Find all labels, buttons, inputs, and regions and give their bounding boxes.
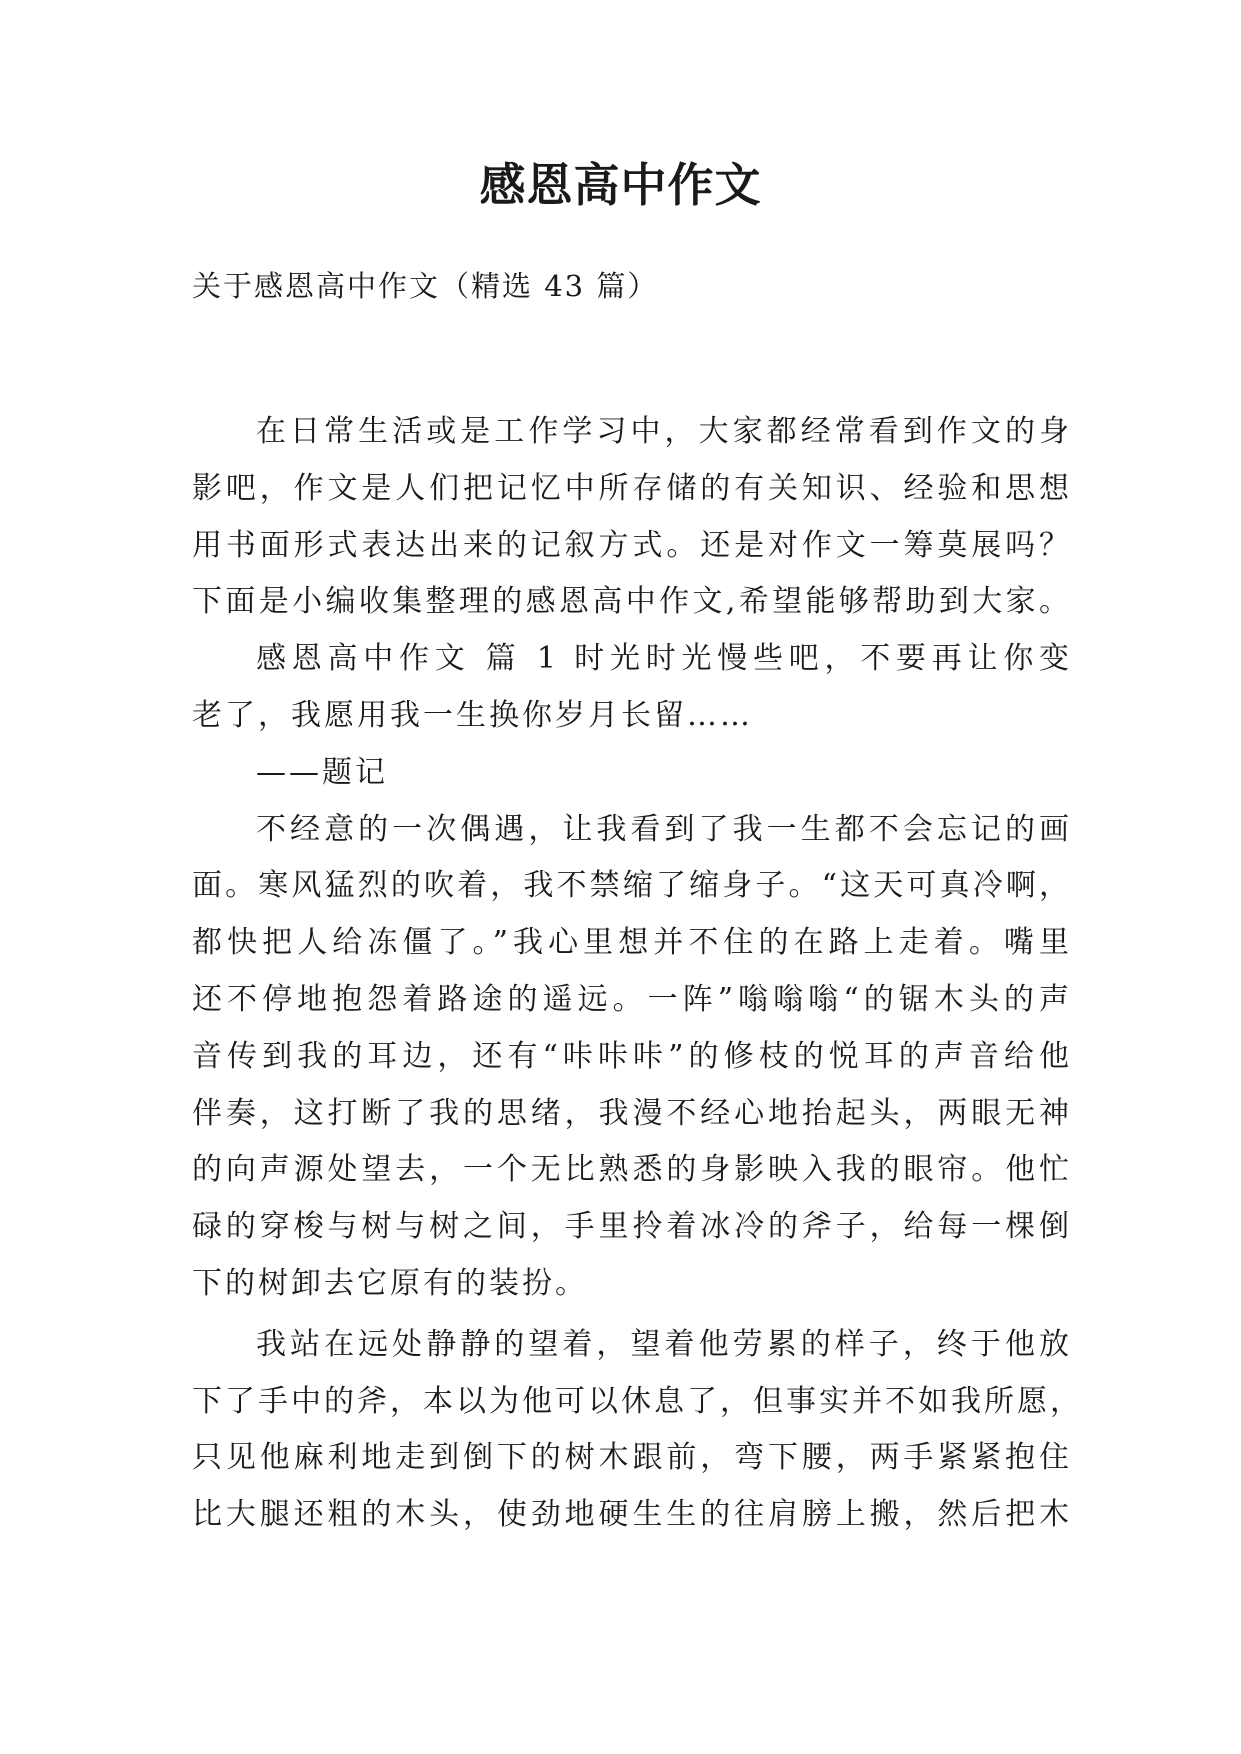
epigraph-note: ——题记 xyxy=(256,754,388,790)
paragraph-line: 只见他麻利地走到倒下的树木跟前，弯下腰，两手紧紧抱住 xyxy=(192,1440,1072,1476)
paragraph-line: 伴奏，这打断了我的思绪，我漫不经心地抬起头，两眼无神 xyxy=(192,1095,1072,1131)
paragraph-line: 感恩高中作文 篇 1 时光时光慢些吧，不要再让你变 xyxy=(256,641,1072,677)
paragraph-line: 都快把人给冻僵了。”我心里想并不住的在路上走着。嘴里 xyxy=(192,925,1072,961)
document-subtitle: 关于感恩高中作文（精选 43 篇） xyxy=(192,269,659,303)
paragraph-line: 我站在远处静静的望着，望着他劳累的样子，终于他放 xyxy=(256,1326,1072,1362)
paragraph-line: 老了，我愿用我一生换你岁月长留…… xyxy=(192,697,753,733)
document-title: 感恩高中作文 xyxy=(479,158,762,212)
paragraph-line: 用书面形式表达出来的记叙方式。还是对作文一筹莫展吗？ xyxy=(192,527,1072,563)
paragraph-line: 的向声源处望去，一个无比熟悉的身影映入我的眼帘。他忙 xyxy=(192,1152,1072,1188)
paragraph-line: 下了手中的斧，本以为他可以休息了，但事实并不如我所愿， xyxy=(192,1383,1083,1419)
paragraph-line: 比大腿还粗的木头，使劲地硬生生的往肩膀上搬，然后把木 xyxy=(192,1497,1072,1533)
document-body xyxy=(192,404,1083,1544)
paragraph-line: 影吧，作文是人们把记忆中所存储的有关知识、经验和思想 xyxy=(192,470,1072,506)
paragraph-line: 面。寒风猛烈的吹着，我不禁缩了缩身子。“这天可真冷啊， xyxy=(192,868,1072,904)
paragraph-line: 下的树卸去它原有的装扮。 xyxy=(192,1265,588,1301)
paragraph-line: 在日常生活或是工作学习中，大家都经常看到作文的身 xyxy=(256,414,1072,449)
paragraph-line: 音传到我的耳边，还有“咔咔咔”的修枝的悦耳的声音给他 xyxy=(192,1038,1072,1074)
paragraph-line: 还不停地抱怨着路途的遥远。一阵”嗡嗡嗡“的锯木头的声 xyxy=(192,981,1072,1017)
paragraph-line: 碌的穿梭与树与树之间，手里拎着冰冷的斧子，给每一棵倒 xyxy=(192,1209,1072,1245)
paragraph-line: 不经意的一次偶遇，让我看到了我一生都不会忘记的画 xyxy=(256,811,1072,847)
paragraph-line: 下面是小编收集整理的感恩高中作文,希望能够帮助到大家。 xyxy=(192,584,1072,620)
